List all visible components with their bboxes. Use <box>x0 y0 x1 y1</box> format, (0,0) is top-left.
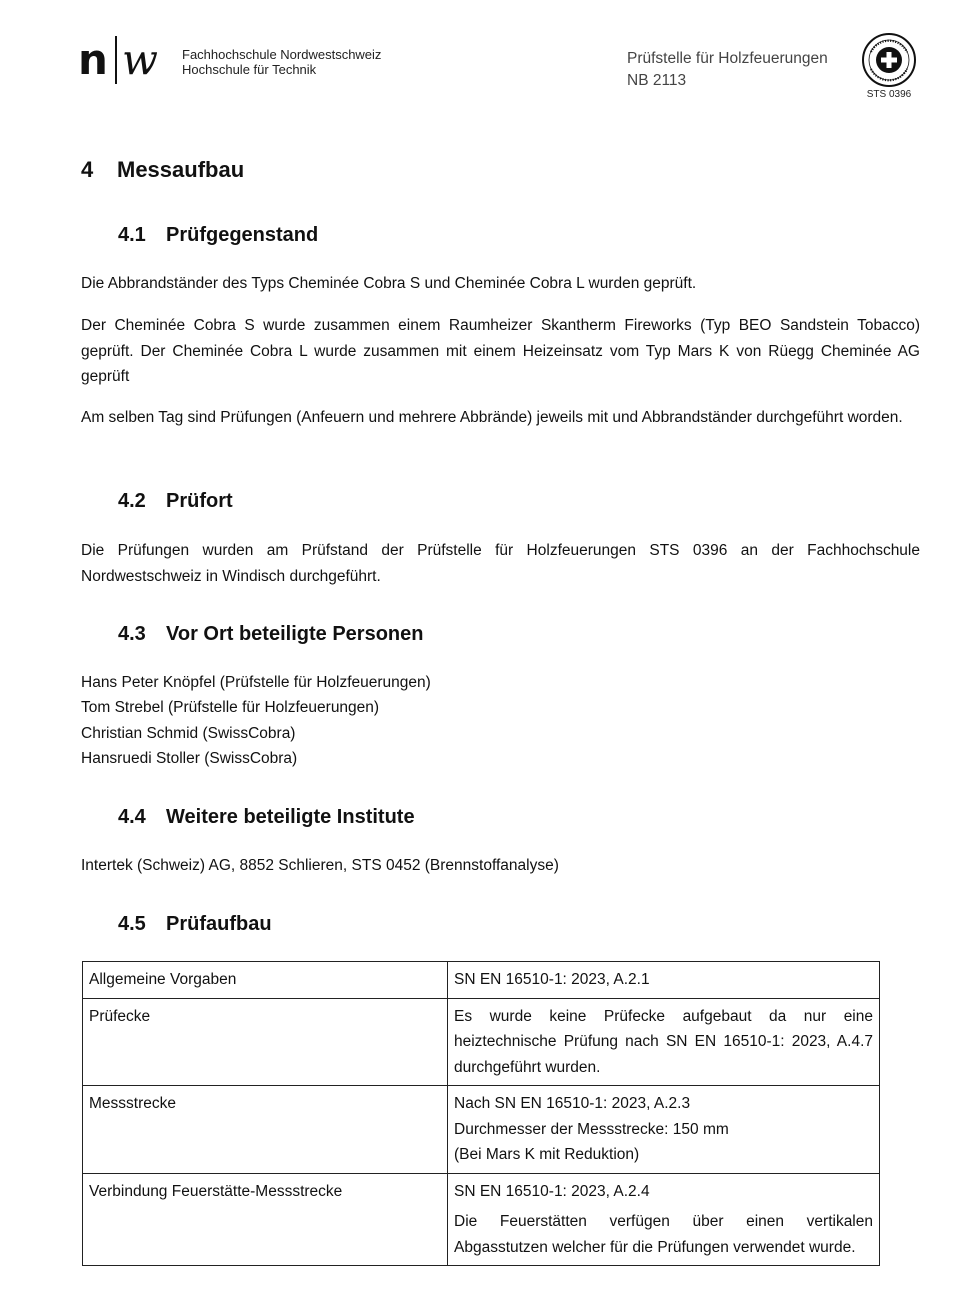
heading-number: 4.5 <box>118 913 146 935</box>
school-line-1: Fachhochschule Nordwestschweiz <box>182 47 382 62</box>
heading-4-5 <box>118 910 272 938</box>
section-heading <box>81 155 244 185</box>
fhnw-logo <box>78 35 164 84</box>
spec-table <box>82 961 880 1266</box>
heading-4-4 <box>118 803 415 831</box>
persons-list <box>81 670 920 771</box>
heading-number: 4.4 <box>118 806 146 828</box>
heading-4-3 <box>118 620 423 648</box>
paragraph: Der Cheminée Cobra S wurde zusammen einem Raumheizer Skantherm Fireworks (Typ BEO Sandstein Tobacco) geprüft. Der Cheminée Cobra L wurde zusammen mit einem Heizeinsatz vom Typ Mars K von Rüegg Cheminée AG geprüft <box>81 317 920 385</box>
lab-line-1: Prüfstelle für Holzfeuerungen <box>627 50 828 67</box>
list-item: Christian Schmid (SwissCobra) <box>81 724 296 742</box>
heading-title: Vor Ort beteiligte Personen <box>166 623 424 645</box>
swiss-accreditation-seal-icon <box>861 32 917 88</box>
heading-number: 4.1 <box>118 224 146 246</box>
lab-name <box>627 48 828 92</box>
paragraph: Intertek (Schweiz) AG, 8852 Schlieren, STS 0452 (Brennstoffanalyse) <box>81 857 559 874</box>
table-key: Verbindung Feuerstätte-Messstrecke <box>83 1173 448 1266</box>
value-line: SN EN 16510-1: 2023, A.2.1 <box>454 971 650 988</box>
heading-title: Prüfaufbau <box>166 913 272 935</box>
section-number: 4 <box>81 157 94 182</box>
logo-letter-w: w <box>122 35 158 84</box>
table-value <box>448 1086 880 1174</box>
table-value <box>448 1173 880 1266</box>
list-item: Tom Strebel (Prüfstelle für Holzfeuerungen) <box>81 699 380 717</box>
paragraph: Die Abbrandständer des Typs Cheminée Cobra S und Cheminée Cobra L wurden geprüft. <box>81 275 697 292</box>
heading-4-1 <box>118 221 318 249</box>
logo-divider <box>115 36 117 84</box>
value-line: Die Feuerstätten verfügen über einen vertikalen Abgasstutzen welcher für die Prüfungen verwendet wurde. <box>454 1213 873 1256</box>
value-line: Es wurde keine Prüfecke aufgebaut da nur eine heiztechnische Prüfung nach SN EN 16510-1: 2023, A.4.7 durchgeführt wurden. <box>454 1007 873 1076</box>
value-line: Durchmesser der Messstrecke: 150 mm <box>454 1120 729 1138</box>
seal-code: STS 0396 <box>866 89 912 100</box>
table-row <box>83 998 880 1086</box>
heading-title: Prüfgegenstand <box>166 224 319 246</box>
value-line: SN EN 16510-1: 2023, A.2.4 <box>454 1182 650 1200</box>
table-value <box>448 962 880 999</box>
paragraph: Die Prüfungen wurden am Prüfstand der Prüfstelle für Holzfeuerungen STS 0396 an der Fachhochschule Nordwestschweiz in Windisch durchgeführt. <box>81 542 920 585</box>
table-row <box>83 962 880 999</box>
table-key: Allgemeine Vorgaben <box>83 962 448 999</box>
list-item: Hansruedi Stoller (SwissCobra) <box>81 749 298 767</box>
table-row <box>83 1086 880 1174</box>
table-value <box>448 998 880 1086</box>
section-title: Messaufbau <box>117 157 245 182</box>
page-header <box>0 0 960 110</box>
lab-line-2: NB 2113 <box>627 72 687 89</box>
school-name <box>182 47 381 77</box>
heading-4-2 <box>118 487 233 515</box>
heading-number: 4.3 <box>118 623 146 645</box>
table-row <box>83 1173 880 1266</box>
heading-number: 4.2 <box>118 490 146 512</box>
table-key: Prüfecke <box>83 998 448 1086</box>
list-item: Hans Peter Knöpfel (Prüfstelle für Holzfeuerungen) <box>81 674 431 691</box>
heading-title: Prüfort <box>166 490 233 512</box>
school-line-2: Hochschule für Technik <box>182 62 317 77</box>
table-key: Messstrecke <box>83 1086 448 1174</box>
paragraph: Am selben Tag sind Prüfungen (Anfeuern und mehrere Abbrände) jeweils mit und Abbrandständer durchgeführt worden. <box>81 409 903 426</box>
value-line: (Bei Mars K mit Reduktion) <box>454 1146 640 1163</box>
logo-letter-n: n <box>78 35 108 84</box>
heading-title: Weitere beteiligte Institute <box>166 806 415 828</box>
value-line: Nach SN EN 16510-1: 2023, A.2.3 <box>454 1095 691 1112</box>
